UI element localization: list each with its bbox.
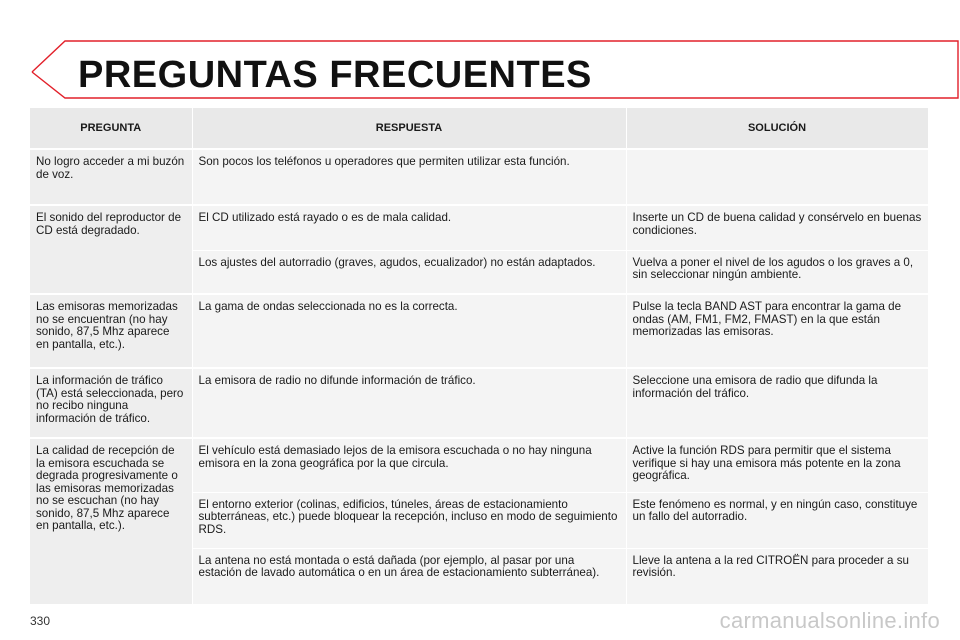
answer-cell: La gama de ondas seleccionada no es la correcta. — [192, 294, 626, 368]
table-row — [30, 438, 928, 492]
solution-cell: Active la función RDS para permitir que el sistema verifique si hay una emisora más potente en la zona geográfica. — [626, 438, 928, 492]
watermark: carmanualsonline.info — [719, 608, 940, 633]
question-cell: El sonido del reproductor de CD está degradado. — [30, 205, 192, 294]
faq-table — [30, 108, 929, 604]
question-cell: La calidad de recepción de la emisora escuchada se degrada progresivamente o las emisoras memorizadas no se escuchan (no hay sonido, 87,5 Mhz aparece en pantalla, etc.). — [30, 438, 192, 604]
answer-cell: La emisora de radio no difunde información de tráfico. — [192, 368, 626, 438]
column-header-solucion: SOLUCIÓN — [626, 108, 928, 149]
answer-cell: El vehículo está demasiado lejos de la emisora escuchada o no hay ninguna emisora en la zona geográfica por la que circula. — [192, 438, 626, 492]
column-header-pregunta: PREGUNTA — [30, 108, 192, 149]
solution-cell: Seleccione una emisora de radio que difunda la información del tráfico. — [626, 368, 928, 438]
column-header-respuesta: RESPUESTA — [192, 108, 626, 149]
page-title: PREGUNTAS FRECUENTES — [78, 54, 592, 96]
question-cell: La información de tráfico (TA) está seleccionada, pero no recibo ninguna información de tráfico. — [30, 368, 192, 438]
answer-cell: Son pocos los teléfonos u operadores que permiten utilizar esta función. — [192, 149, 626, 205]
table-row — [30, 149, 928, 205]
question-cell: Las emisoras memorizadas no se encuentran (no hay sonido, 87,5 Mhz aparece en pantalla, etc.). — [30, 294, 192, 368]
solution-cell: Vuelva a poner el nivel de los agudos o los graves a 0, sin seleccionar ningún ambiente. — [626, 250, 928, 294]
answer-cell: La antena no está montada o está dañada (por ejemplo, al pasar por una estación de lavado automática o en un área de estacionamiento subterránea). — [192, 548, 626, 604]
solution-cell: Lleve la antena a la red CITROËN para proceder a su revisión. — [626, 548, 928, 604]
solution-cell: Este fenómeno es normal, y en ningún caso, constituye un fallo del autorradio. — [626, 492, 928, 548]
answer-cell: El entorno exterior (colinas, edificios, túneles, áreas de estacionamiento subterráneas, etc.) puede bloquear la recepción, incluso en modo de seguimiento RDS. — [192, 492, 626, 548]
page-number: 330 — [30, 614, 51, 628]
answer-cell: Los ajustes del autorradio (graves, agudos, ecualizador) no están adaptados. — [192, 250, 626, 294]
answer-cell: El CD utilizado está rayado o es de mala calidad. — [192, 205, 626, 250]
solution-cell: Pulse la tecla BAND AST para encontrar la gama de ondas (AM, FM1, FM2, FMAST) en la que están memorizadas las emisoras. — [626, 294, 928, 368]
table-header-row — [30, 108, 928, 149]
question-cell: No logro acceder a mi buzón de voz. — [30, 149, 192, 205]
table-row — [30, 294, 928, 368]
solution-cell — [626, 149, 928, 205]
table-row — [30, 368, 928, 438]
solution-cell: Inserte un CD de buena calidad y consérvelo en buenas condiciones. — [626, 205, 928, 250]
table-row — [30, 205, 928, 250]
